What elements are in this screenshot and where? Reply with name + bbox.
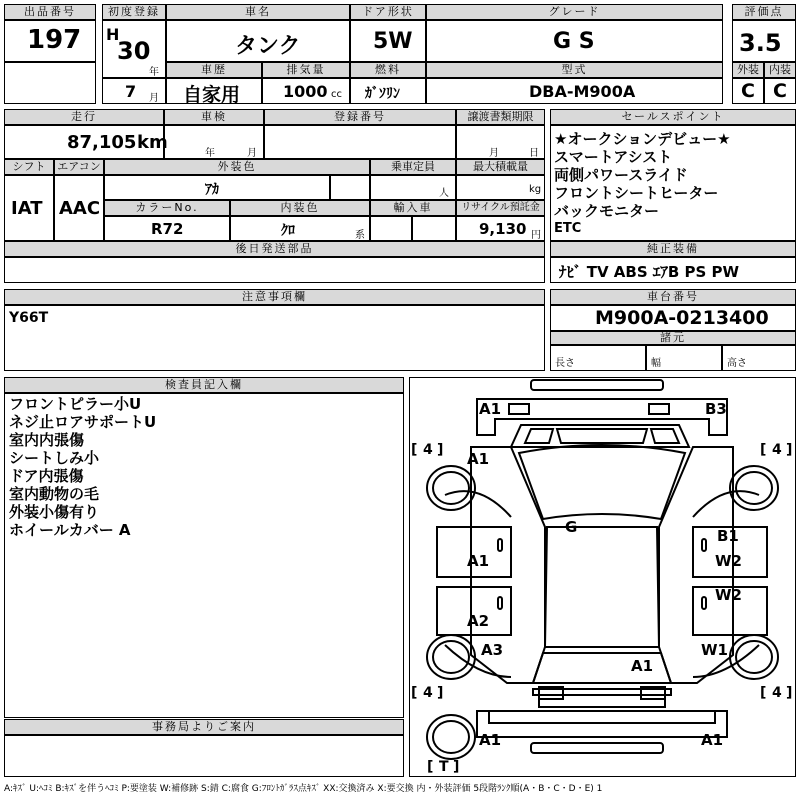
month-cell (102, 78, 166, 104)
inspector-note: ドア内張傷 (9, 467, 84, 485)
month-unit: 月 (149, 93, 159, 104)
ext-color-value: ｱｶ (205, 182, 219, 198)
length-label: 長さ (555, 358, 575, 369)
svg-text:[: [ (411, 685, 418, 701)
capacity-header: 乗車定員 (370, 159, 456, 175)
ext-color-header: 外装色 (104, 159, 370, 175)
fuel-cell (350, 78, 426, 104)
tire-fr-grade: 4 (772, 442, 782, 458)
model-code-header: 型式 (426, 62, 723, 78)
mileage-value: 87,105 (67, 132, 137, 153)
first-reg-cell (102, 20, 166, 78)
car-name-cell (166, 20, 350, 62)
inspector-note: ホイールカバー A (9, 521, 131, 539)
svg-text:[: [ (427, 759, 434, 775)
first-reg-header: 初度登録 (102, 4, 166, 20)
inspector-note: ネジ止ロアサポートU (9, 413, 157, 431)
int-color-suffix: 系 (355, 230, 365, 241)
mark-right-fender: B1 (717, 527, 739, 545)
sales-point-item: ETC (554, 221, 582, 236)
fuel-value: ｶﾞｿﾘﾝ (365, 86, 400, 102)
sales-point-item: スマートアシスト (554, 148, 673, 166)
grade-cell (426, 20, 723, 62)
int-color-value: ｸﾛ (281, 223, 295, 239)
interior-header: 内装 (764, 62, 796, 78)
door-cell (350, 20, 426, 62)
mileage-cell (4, 125, 168, 159)
shift-cell (4, 175, 54, 241)
door-header: ドア形状 (350, 4, 426, 20)
month-value: 7 (125, 82, 137, 101)
dimensions-header: 諸元 (550, 331, 796, 345)
transfer-day: 日 (529, 148, 539, 159)
color-no-cell (104, 216, 230, 241)
recycle-value: 9,130 (479, 220, 527, 238)
recycle-header: リサイクル預託金 (456, 200, 545, 216)
sales-points-list (550, 125, 796, 241)
notes-cell (4, 305, 545, 371)
mark-rear-bumper-left: A1 (479, 731, 502, 749)
car-name-value: タンク (235, 34, 301, 59)
import-cell-a (370, 216, 412, 241)
svg-text:]: ] (786, 442, 793, 458)
svg-text:]: ] (437, 442, 444, 458)
rear-emblem-slot (531, 743, 663, 753)
mark-front-bumper-right: B3 (705, 400, 727, 418)
lot-no-cell (4, 20, 96, 62)
score-cell (732, 20, 796, 62)
color-no-value: R72 (151, 220, 184, 238)
ext-color-extra (330, 175, 370, 200)
inspector-note: 室内内張傷 (9, 431, 85, 449)
svg-text:]: ] (437, 685, 444, 701)
history-header: 車歴 (166, 62, 262, 78)
year-value: 30 (117, 37, 151, 65)
inspection-year: 年 (205, 148, 215, 159)
score-value: 3.5 (739, 29, 782, 57)
svg-text:]: ] (453, 759, 460, 775)
front-emblem-slot (531, 380, 663, 390)
mark-rear-bumper-right: A1 (701, 731, 724, 749)
year-unit: 年 (149, 67, 159, 78)
model-code-value: DBA-M900A (529, 82, 636, 101)
length-cell (550, 345, 646, 371)
mark-windshield: G (565, 518, 578, 536)
reg-no-header: 登録番号 (264, 109, 456, 125)
genuine-equip-cell (550, 257, 796, 283)
height-label: 高さ (727, 358, 747, 369)
displacement-value: 1000 (283, 82, 328, 101)
max-load-unit: kg (529, 184, 542, 195)
shift-value: IAT (11, 198, 43, 219)
tire-fl-grade: 4 (423, 442, 433, 458)
recycle-cell (456, 216, 545, 241)
inspector-header: 検査員記入欄 (4, 377, 404, 393)
grade-header: グレード (426, 4, 723, 20)
mark-right-quarter: W1 (701, 641, 728, 659)
inspector-note: 室内動物の毛 (9, 485, 100, 503)
capacity-unit: 人 (439, 188, 449, 199)
grade-value: G S (553, 29, 595, 54)
inspector-note: シートしみ小 (9, 449, 100, 467)
mileage-header: 走行 (4, 109, 164, 125)
mark-right-front-door: W2 (715, 552, 742, 570)
mark-right-rear-door: W2 (715, 586, 742, 604)
svg-text:[: [ (760, 685, 767, 701)
lot-no-blank (4, 62, 96, 104)
shift-header: シフト (4, 159, 54, 175)
mark-left-front-door: A1 (467, 552, 490, 570)
exterior-cell (732, 78, 764, 104)
max-load-header: 最大積載量 (456, 159, 545, 175)
inspection-month: 月 (247, 148, 257, 159)
genuine-equip-value: ﾅﾋﾞ TV ABS ｴｱB PS PW (559, 263, 740, 281)
int-color-header: 内装色 (230, 200, 370, 216)
max-load-cell (456, 175, 545, 200)
sales-point-item: バックモニター (554, 202, 660, 220)
history-value: 自家用 (183, 84, 241, 106)
inspection-cell (164, 125, 264, 159)
inspection-header: 車検 (164, 109, 264, 125)
displacement-cell (262, 78, 350, 104)
notes-header: 注意事項欄 (4, 289, 545, 305)
sales-points-header: セールスポイント (550, 109, 796, 125)
spare-grade: T (439, 759, 449, 775)
import-header: 輸入車 (370, 200, 456, 216)
office-cell (4, 735, 404, 777)
mark-front-bumper-left: A1 (479, 400, 502, 418)
width-label: 幅 (651, 358, 661, 369)
rear-hatch (539, 695, 665, 707)
tire-rl-grade: 4 (423, 685, 433, 701)
recycle-unit: 円 (531, 230, 541, 241)
inspector-notes (4, 393, 404, 718)
svg-text:[: [ (411, 442, 418, 458)
later-parts-cell (4, 257, 545, 283)
transfer-month: 月 (489, 148, 499, 159)
chassis-value: M900A-0213400 (595, 307, 769, 329)
int-color-cell (230, 216, 370, 241)
capacity-cell (370, 175, 456, 200)
color-no-header: カラーNo. (104, 200, 230, 216)
score-header: 評価点 (732, 4, 796, 20)
car-name-header: 車名 (166, 4, 350, 20)
lot-no-value: 197 (27, 25, 82, 55)
sales-point-item: ★オークションデビュー★ (554, 130, 731, 148)
transfer-header: 譲渡書類期限 (456, 109, 545, 125)
inspector-note: フロントピラー小U (9, 395, 142, 413)
damage-legend: A:ｷｽﾞ U:ﾍｺﾐ B:ｷｽﾞを伴うﾍｺﾐ P:要塗装 W:補修跡 S:錆 C:腐食 G:ﾌﾛﾝﾄｶﾞﾗｽ点ｷｽﾞ XX:交換済み X:要交換 内・外装評価 5段階ﾗﾝｸ順(A・B・C・D・E) 1 (4, 784, 603, 794)
notes-value: Y66T (9, 310, 49, 326)
aircon-cell (54, 175, 104, 241)
history-cell (166, 78, 262, 104)
later-parts-header: 後日発送部品 (4, 241, 545, 257)
sales-point-item: フロントシートヒーター (554, 184, 719, 202)
aircon-value: AAC (59, 198, 101, 219)
fuel-header: 燃料 (350, 62, 426, 78)
displacement-unit: cc (331, 89, 342, 100)
height-cell (722, 345, 796, 371)
mark-left-fender: A1 (467, 450, 490, 468)
car-diagram (409, 377, 796, 777)
import-cell-b (412, 216, 456, 241)
ext-color-cell (104, 175, 330, 200)
sales-point-item: 両側パワースライド (554, 166, 688, 184)
transfer-cell (456, 125, 545, 159)
mileage-unit: km (137, 132, 168, 153)
roof (545, 527, 659, 647)
front-left-lamp (509, 404, 529, 414)
svg-text:[: [ (760, 442, 767, 458)
interior-cell (764, 78, 796, 104)
width-cell (646, 345, 722, 371)
model-code-cell (426, 78, 723, 104)
mark-left-rear-door: A2 (467, 612, 490, 630)
chassis-cell (550, 305, 796, 331)
exterior-header: 外装 (732, 62, 764, 78)
inspector-note: 外装小傷有り (9, 503, 100, 521)
chassis-header: 車台番号 (550, 289, 796, 305)
era-value: H (106, 25, 120, 44)
svg-text:]: ] (786, 685, 793, 701)
exterior-value: C (741, 80, 755, 102)
mark-roof-rear: A1 (631, 657, 654, 675)
aircon-header: エアコン (54, 159, 104, 175)
genuine-equip-header: 純正装備 (550, 241, 796, 257)
mark-left-quarter: A3 (481, 641, 504, 659)
tire-rr-grade: 4 (772, 685, 782, 701)
door-value: 5W (373, 29, 413, 54)
reg-no-cell (264, 125, 456, 159)
interior-value: C (773, 80, 787, 102)
windshield (519, 445, 685, 519)
front-right-lamp (649, 404, 669, 414)
lot-no-header: 出品番号 (4, 4, 96, 20)
displacement-header: 排気量 (262, 62, 350, 78)
office-header: 事務局よりご案内 (4, 719, 404, 735)
